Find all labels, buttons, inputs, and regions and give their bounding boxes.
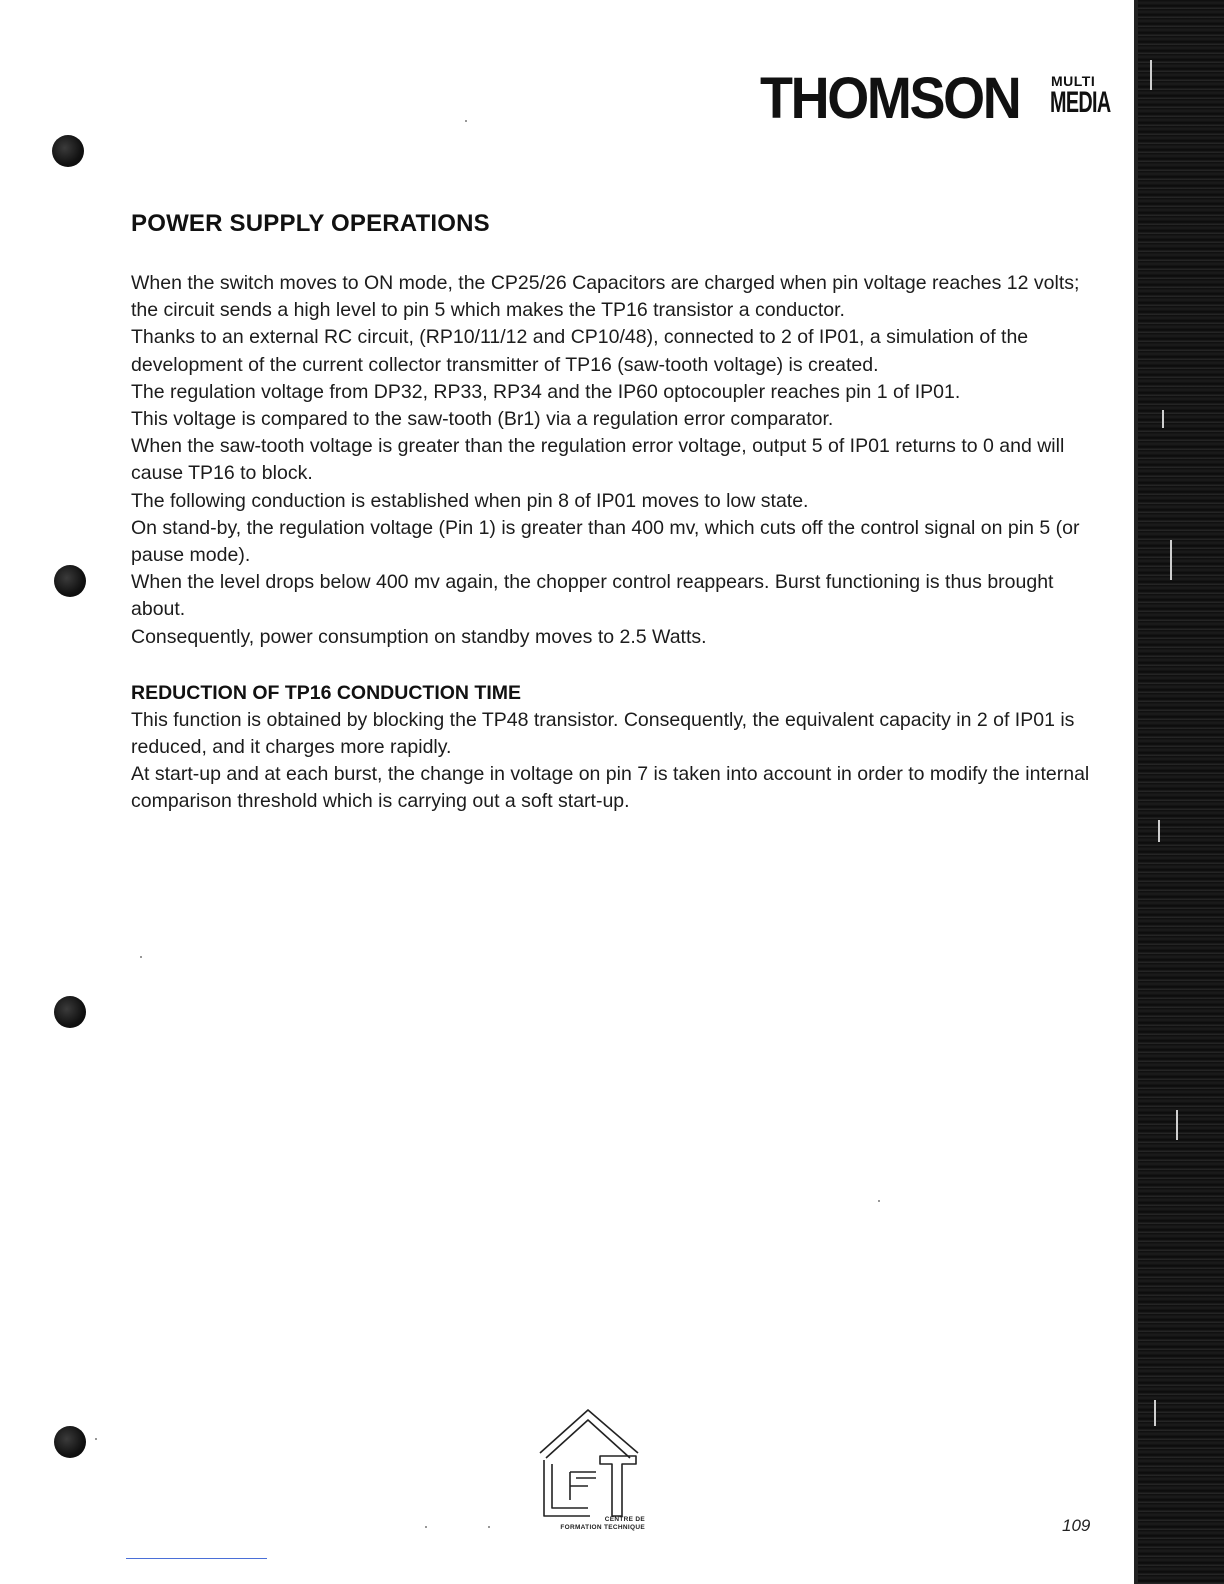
subsection-title: REDUCTION OF TP16 CONDUCTION TIME <box>131 681 522 704</box>
scan-dust <box>878 1200 880 1202</box>
scan-speck <box>1176 1110 1178 1140</box>
document-body <box>131 208 1101 816</box>
paragraph: When the switch moves to ON mode, the CP25/26 Capacitors are charged when pin voltage reaches 12 volts; the circuit sends a high level to pin 5 which makes the TP16 transistor a conductor. <box>131 272 1080 322</box>
binder-hole <box>54 1426 86 1458</box>
paragraph: This voltage is compared to the saw-tooth (Br1) via a regulation error comparator. <box>131 408 834 431</box>
binder-hole <box>54 996 86 1028</box>
logo-sub-top: MULTI <box>1051 73 1096 89</box>
section-power-supply <box>131 270 1101 651</box>
paragraph: On stand-by, the regulation voltage (Pin 1) is greater than 400 mv, which cuts off the control signal on pin 5 (or pause mode). <box>131 516 1080 567</box>
scan-dust <box>140 956 142 958</box>
logo-sub-bottom: MEDIA <box>1050 86 1111 119</box>
binder-hole <box>52 135 84 167</box>
paragraph: Thanks to an external RC circuit, (RP10/11/12 and CP10/48), connected to 2 of IP01, a simulation of the development of the current collector transmitter of TP16 (saw-tooth voltage) is created. <box>131 326 1029 376</box>
scan-edge-strip <box>1138 0 1224 1584</box>
scan-dust <box>425 1526 427 1528</box>
paragraph: This function is obtained by blocking the TP48 transistor. Consequently, the equivalent capacity in 2 of IP01 is reduced, and it charges more rapidly. <box>131 708 1075 759</box>
logo-wordmark: THOMSON <box>760 66 1020 131</box>
paragraph: The regulation voltage from DP32, RP33, RP34 and the IP60 optocoupler reaches pin 1 of IP01. <box>131 380 961 403</box>
section-reduction <box>131 707 1101 816</box>
scan-speck <box>1170 540 1172 580</box>
paragraph: When the saw-tooth voltage is greater than the regulation error voltage, output 5 of IP01 returns to 0 and will cause TP16 to block. <box>131 435 1065 485</box>
scan-dust <box>465 120 467 122</box>
paragraph: The following conduction is established when pin 8 of IP01 moves to low state. <box>131 489 809 512</box>
cft-logo-caption <box>535 1516 645 1532</box>
scan-speck <box>1158 820 1160 842</box>
underline-mark <box>126 1558 267 1559</box>
cft-caption-line1: CENTRE DE <box>604 1516 645 1523</box>
page-number: 109 <box>1062 1516 1091 1535</box>
paragraph: When the level drops below 400 mv again, the chopper control reappears. Burst functioning is thus brought about. <box>131 571 1054 621</box>
scan-speck <box>1154 1400 1156 1426</box>
paragraph: At start-up and at each burst, the change in voltage on pin 7 is taken into account in order to modify the internal comparison threshold which is carrying out a soft start-up. <box>131 763 1090 813</box>
scan-speck <box>1162 410 1164 428</box>
scan-speck <box>1150 60 1152 90</box>
thomson-logo <box>760 66 1111 131</box>
scan-dust <box>488 1526 490 1528</box>
paragraph: Consequently, power consumption on standby moves to 2.5 Watts. <box>131 625 707 648</box>
page-title: POWER SUPPLY OPERATIONS <box>131 210 490 237</box>
cft-caption-line2: FORMATION TECHNIQUE <box>560 1524 645 1531</box>
binder-hole <box>54 565 86 597</box>
scan-dust <box>95 1438 97 1440</box>
